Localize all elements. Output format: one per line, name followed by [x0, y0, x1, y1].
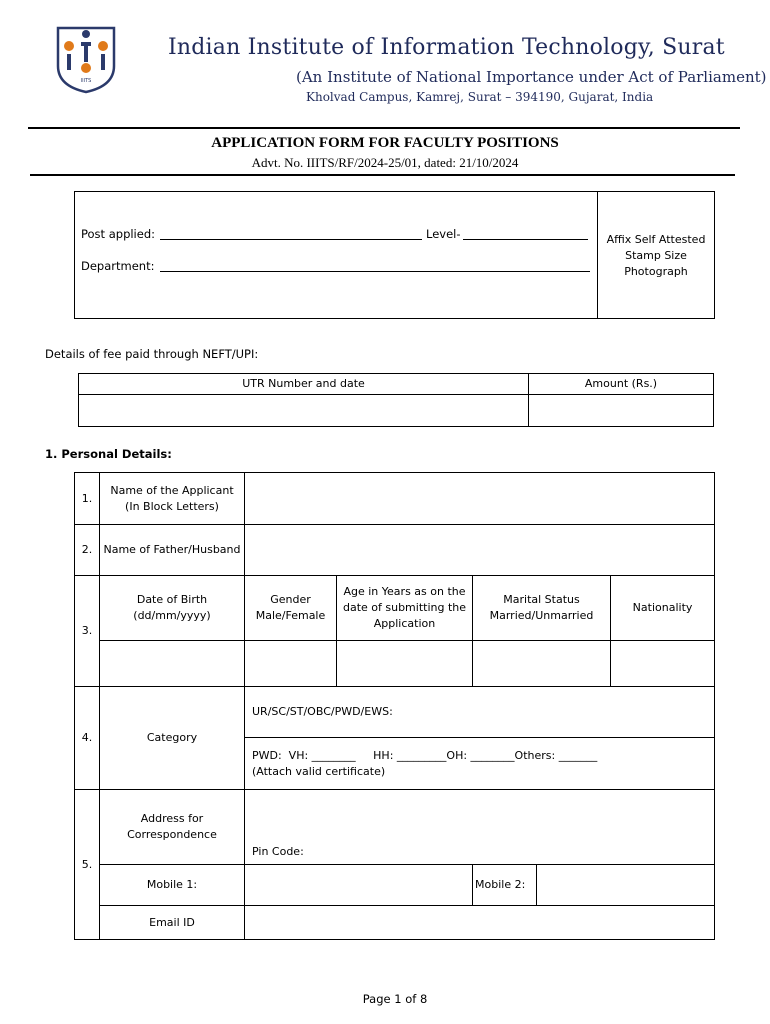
mobile2-field[interactable]	[537, 865, 715, 906]
post-applied-field[interactable]	[160, 239, 422, 240]
father-husband-field[interactable]	[245, 525, 715, 576]
age-label: Age in Years as on the date of submitting the Application	[337, 576, 473, 641]
fee-table	[78, 373, 714, 427]
dob-field[interactable]	[100, 641, 245, 687]
pwd-line: PWD: VH: ________ HH: _________OH: ________Others: _______	[252, 748, 598, 762]
row-number-5: 5.	[75, 790, 100, 940]
nationality-label: Nationality	[611, 576, 715, 641]
level-field[interactable]	[463, 239, 588, 240]
department-label: Department:	[81, 259, 155, 273]
applicant-name-label: Name of the Applicant (In Block Letters)	[100, 473, 245, 525]
utr-cell[interactable]	[79, 395, 529, 427]
father-husband-label: Name of Father/Husband	[100, 525, 245, 576]
email-label: Email ID	[100, 906, 245, 940]
category-options[interactable]: UR/SC/ST/OBC/PWD/EWS:	[245, 687, 715, 738]
institute-address: Kholvad Campus, Kamrej, Surat – 394190, Gujarat, India	[306, 90, 654, 104]
age-field[interactable]	[337, 641, 473, 687]
utr-header: UTR Number and date	[79, 374, 529, 395]
amount-header: Amount (Rs.)	[529, 374, 714, 395]
level-label: Level-	[426, 227, 461, 241]
dob-label: Date of Birth (dd/mm/yyyy)	[100, 576, 245, 641]
form-title: APPLICATION FORM FOR FACULTY POSITIONS	[211, 135, 559, 151]
photo-instructions: Affix Self Attested Stamp Size Photograph	[606, 233, 706, 278]
department-field[interactable]	[160, 271, 590, 272]
address-label: Address for Correspondence	[100, 790, 245, 865]
svg-text:IIITS: IIITS	[80, 78, 92, 84]
page-number: Page 1 of 8	[362, 992, 428, 1006]
advertisement-number: Advt. No. IIITS/RF/2024-25/01, dated: 21/10/2024	[251, 155, 519, 170]
institute-name: Indian Institute of Information Technology, Surat	[168, 35, 725, 60]
title-divider	[30, 174, 735, 176]
header-divider	[28, 127, 740, 129]
applicant-name-field[interactable]	[245, 473, 715, 525]
category-label: Category	[100, 687, 245, 790]
nationality-field[interactable]	[611, 641, 715, 687]
mobile1-label: Mobile 1:	[100, 865, 245, 906]
institute-logo	[50, 22, 122, 94]
row-number-3: 3.	[75, 576, 100, 687]
address-field[interactable]	[245, 790, 715, 865]
gender-field[interactable]	[245, 641, 337, 687]
row-number-2: 2.	[75, 525, 100, 576]
pwd-details[interactable]	[245, 738, 715, 790]
post-applied-label: Post applied:	[81, 227, 156, 241]
row-number-1: 1.	[75, 473, 100, 525]
marital-status-label: Marital Status Married/Unmarried	[473, 576, 611, 641]
mobile2-label: Mobile 2:	[473, 865, 537, 906]
row-number-4: 4.	[75, 687, 100, 790]
personal-details-heading: 1. Personal Details:	[45, 447, 172, 461]
attach-certificate-note: (Attach valid certificate)	[252, 764, 386, 778]
amount-cell[interactable]	[529, 395, 714, 427]
gender-label: Gender Male/Female	[245, 576, 337, 641]
marital-status-field[interactable]	[473, 641, 611, 687]
email-field[interactable]	[245, 906, 715, 940]
mobile1-field[interactable]	[245, 865, 473, 906]
institute-subtitle: (An Institute of National Importance under Act of Parliament)	[296, 68, 767, 86]
personal-details-table	[74, 472, 715, 940]
fee-heading: Details of fee paid through NEFT/UPI:	[45, 347, 259, 361]
pin-code-label: Pin Code:	[252, 845, 304, 858]
